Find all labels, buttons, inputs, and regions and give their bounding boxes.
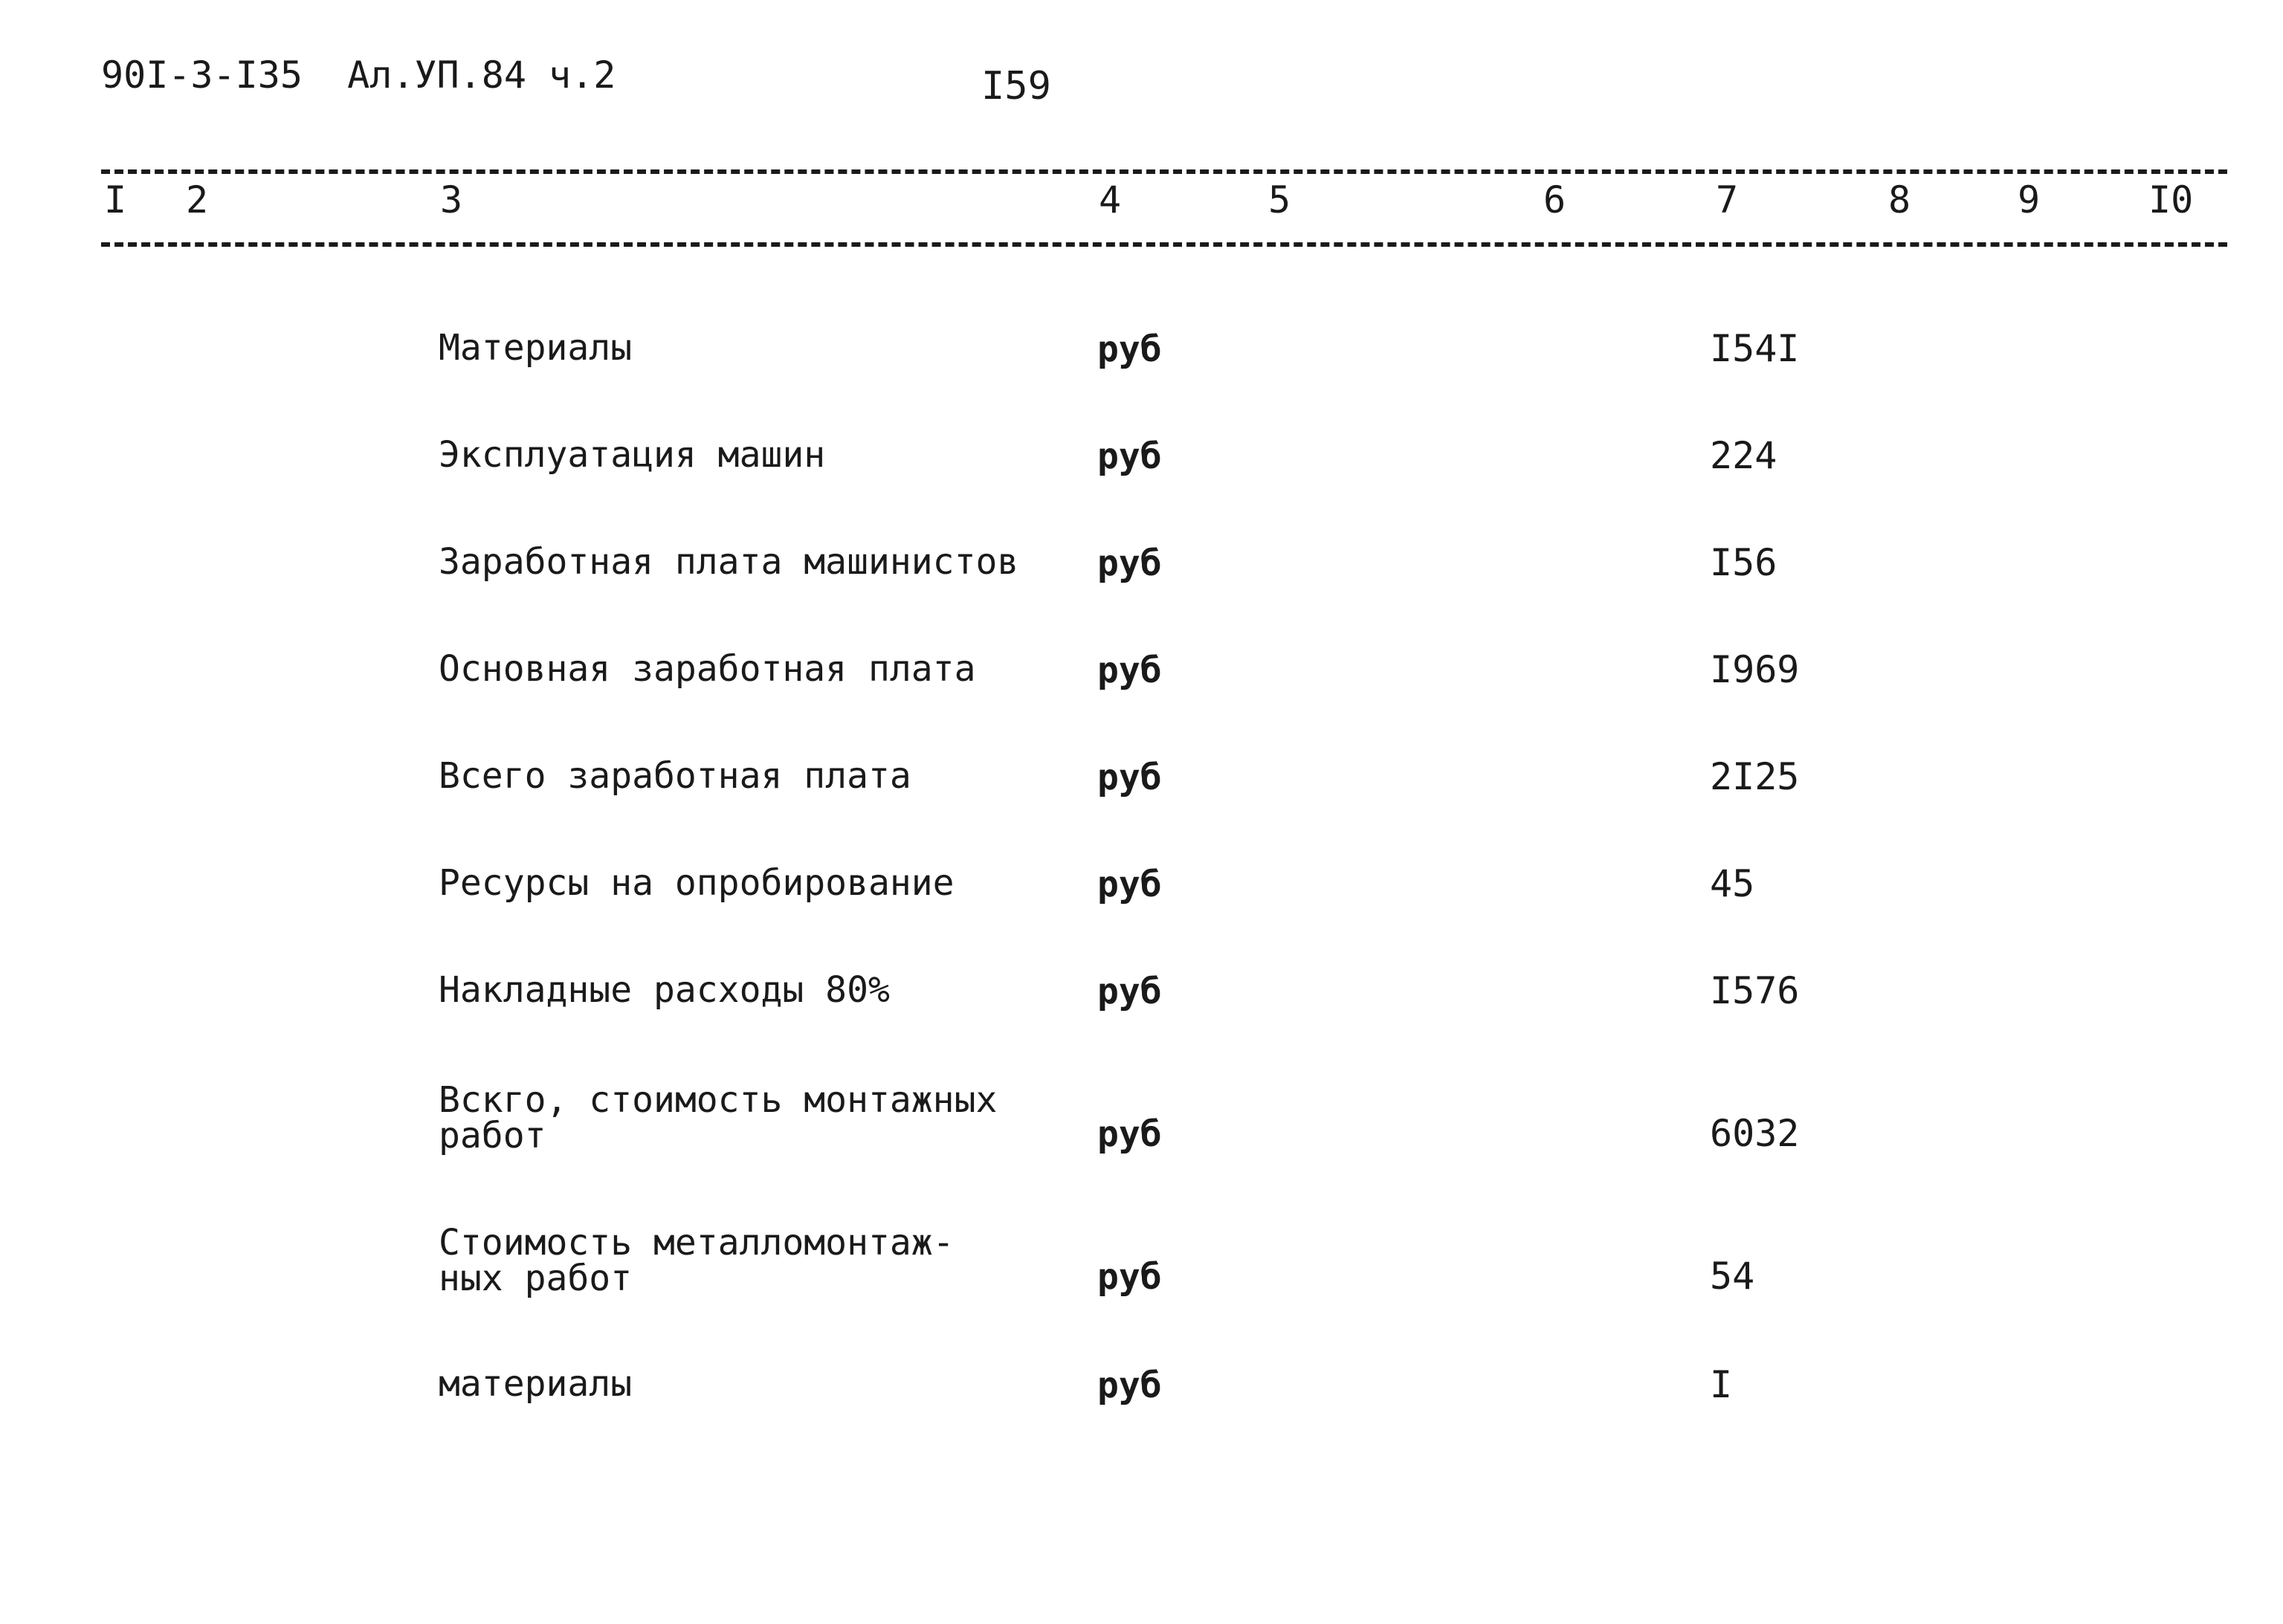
row-label-total-wages: Всего заработная плата	[439, 755, 911, 797]
column-number-3: 3	[440, 178, 463, 221]
row-value: I576	[1710, 969, 1800, 1012]
column-number-1: I	[104, 178, 127, 221]
row-unit: руб	[1097, 436, 1162, 477]
row-unit: руб	[1097, 650, 1162, 691]
header-rule-top	[101, 169, 2227, 174]
column-number-7: 7	[1716, 178, 1739, 221]
row-value: 54	[1710, 1255, 1755, 1298]
column-number-4: 4	[1099, 178, 1122, 221]
row-unit: руб	[1097, 1113, 1162, 1155]
row-value: I969	[1710, 648, 1800, 691]
row-label-metal-installation: Стоимость металломонтаж- ных работ	[439, 1222, 955, 1299]
row-value: 6032	[1710, 1112, 1800, 1155]
row-unit: руб	[1097, 329, 1162, 370]
row-label-overhead: Накладные расходы 80%	[439, 969, 890, 1011]
document-code: 90I-3-I35 Ал.УП.84 ч.2	[101, 54, 616, 97]
row-value: 2I25	[1710, 755, 1800, 798]
column-number-2: 2	[186, 178, 209, 221]
row-unit: руб	[1097, 543, 1162, 584]
row-label-materials-2: материалы	[439, 1363, 633, 1405]
row-value: I	[1710, 1363, 1733, 1406]
row-label-base-wages: Основная заработная плата	[439, 648, 976, 690]
row-label-operator-wages: Заработная плата машинистов	[439, 541, 1019, 583]
row-unit: руб	[1097, 757, 1162, 798]
row-label-machine-operation: Эксплуатация машин	[439, 434, 826, 476]
row-label-materials: Материалы	[439, 327, 633, 369]
row-value: 45	[1710, 862, 1755, 905]
header-rule-bottom	[101, 242, 2227, 247]
page-number: I59	[981, 64, 1051, 109]
column-number-9: 9	[2018, 178, 2041, 221]
column-number-8: 8	[1888, 178, 1911, 221]
row-value: 224	[1710, 434, 1777, 477]
row-unit: руб	[1097, 864, 1162, 905]
column-number-5: 5	[1268, 178, 1291, 221]
row-label-total-installation: Вскго, стоимость монтажных работ	[439, 1079, 998, 1156]
column-number-6: 6	[1543, 178, 1566, 221]
row-value: I56	[1710, 541, 1777, 584]
row-unit: руб	[1097, 971, 1162, 1012]
row-unit: руб	[1097, 1365, 1162, 1406]
row-label-testing-resources: Ресурсы на опробирование	[439, 862, 955, 904]
column-number-10: I0	[2148, 178, 2194, 221]
row-unit: руб	[1097, 1256, 1162, 1298]
row-value: I54I	[1710, 327, 1800, 370]
